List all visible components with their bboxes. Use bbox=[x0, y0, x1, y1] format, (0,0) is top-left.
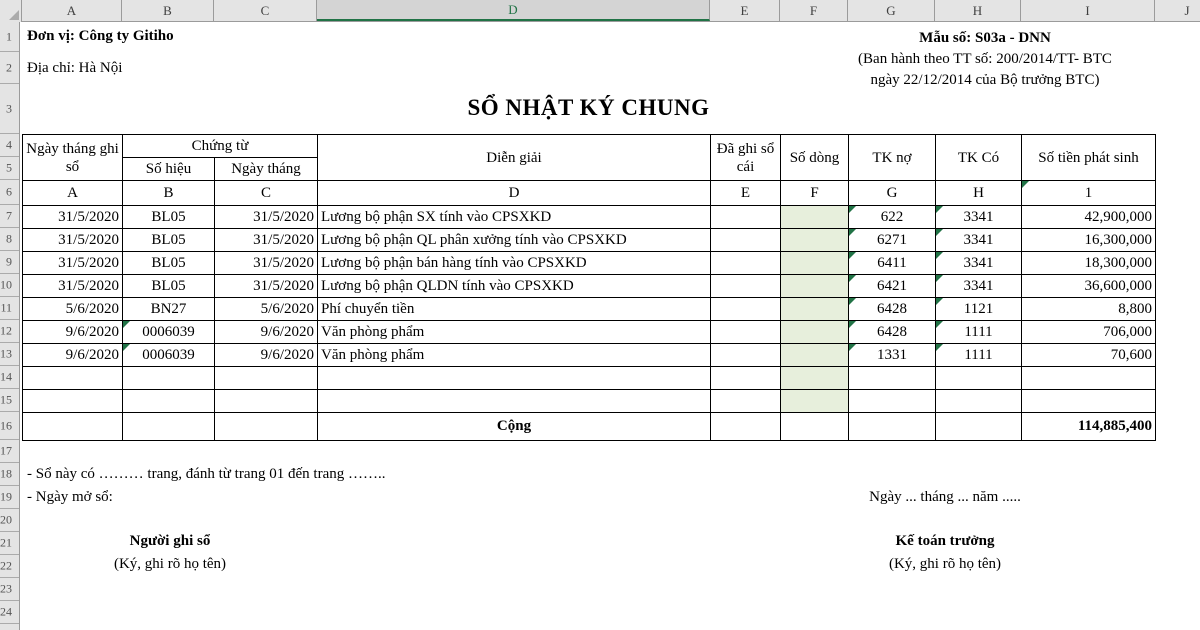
row-header-18[interactable]: 18 bbox=[0, 463, 19, 486]
cell-amount[interactable]: 706,000 bbox=[1022, 321, 1156, 344]
cell-line-no[interactable] bbox=[781, 367, 849, 390]
cell-flag-icon bbox=[849, 229, 856, 236]
row-header-21[interactable]: 21 bbox=[0, 532, 19, 555]
select-all-icon bbox=[9, 10, 19, 20]
cell-flag-icon bbox=[849, 344, 856, 351]
company-name[interactable]: Đơn vị: Công ty Gitiho bbox=[27, 28, 174, 44]
cell-doc-no[interactable]: BN27 bbox=[123, 298, 215, 321]
column-header-d-selected[interactable]: D bbox=[317, 0, 710, 21]
cell-line-no[interactable] bbox=[781, 275, 849, 298]
cell-date[interactable]: 31/5/2020 bbox=[23, 275, 123, 298]
page-title[interactable]: SỔ NHẬT KÝ CHUNG bbox=[467, 95, 710, 120]
cell-line-no[interactable] bbox=[781, 321, 849, 344]
row-header-7[interactable]: 7 bbox=[0, 205, 19, 228]
cell-doc-no[interactable]: 0006039 bbox=[123, 344, 215, 367]
cell-flag-icon bbox=[936, 275, 943, 282]
footer-open-date-line[interactable]: - Ngày mở sổ: bbox=[27, 489, 113, 505]
cell-doc-date[interactable] bbox=[215, 390, 318, 413]
cell-amount[interactable]: 16,300,000 bbox=[1022, 229, 1156, 252]
letter-cell[interactable]: C bbox=[215, 181, 318, 206]
header-doc[interactable]: Chứng từ bbox=[123, 135, 318, 158]
cell-line-no[interactable] bbox=[781, 390, 849, 413]
cell-date[interactable]: 31/5/2020 bbox=[23, 229, 123, 252]
form-number: Mẫu số: S03a - DNN bbox=[919, 30, 1051, 46]
cell-flag-icon bbox=[123, 321, 130, 328]
cell-desc[interactable]: Phí chuyển tiền bbox=[318, 298, 711, 321]
row-header-13[interactable]: 13 bbox=[0, 343, 19, 366]
cell-credit[interactable] bbox=[936, 367, 1022, 390]
cell-posted[interactable] bbox=[711, 298, 781, 321]
cell-flag-icon bbox=[849, 321, 856, 328]
cell-flag-icon bbox=[936, 321, 943, 328]
row-header-4[interactable]: 4 bbox=[0, 134, 19, 157]
cell-doc-no[interactable]: BL05 bbox=[123, 229, 215, 252]
header-doc-date[interactable]: Ngày tháng bbox=[215, 158, 318, 181]
cell-date[interactable]: 31/5/2020 bbox=[23, 206, 123, 229]
cell-doc-date[interactable]: 9/6/2020 bbox=[215, 321, 318, 344]
cell-desc[interactable]: Lương bộ phận SX tính vào CPSXKD bbox=[318, 206, 711, 229]
select-all-button[interactable] bbox=[0, 0, 22, 22]
sign-title-chief-accountant[interactable]: Kế toán trưởng bbox=[895, 533, 995, 549]
row-header-6[interactable]: 6 bbox=[0, 180, 19, 205]
cell-credit[interactable]: 3341 bbox=[936, 252, 1022, 275]
cell-flag-icon bbox=[936, 229, 943, 236]
row-header-5[interactable]: 5 bbox=[0, 157, 19, 180]
column-header-j[interactable]: J bbox=[1155, 0, 1200, 21]
cell-empty[interactable] bbox=[123, 413, 215, 441]
cell-doc-date[interactable]: 31/5/2020 bbox=[215, 206, 318, 229]
letter-cell[interactable]: E bbox=[711, 181, 781, 206]
header-line-no[interactable]: Số dòng bbox=[781, 135, 849, 181]
header-debit[interactable]: TK nợ bbox=[849, 135, 936, 181]
cell-date[interactable] bbox=[23, 367, 123, 390]
cell-posted[interactable] bbox=[711, 206, 781, 229]
cell-flag-icon bbox=[936, 298, 943, 305]
cell-doc-date[interactable]: 9/6/2020 bbox=[215, 344, 318, 367]
cell-posted[interactable] bbox=[711, 367, 781, 390]
row-header-2[interactable]: 2 bbox=[0, 52, 19, 84]
form-number-block[interactable] bbox=[770, 28, 1200, 91]
cell-date[interactable]: 5/6/2020 bbox=[23, 298, 123, 321]
cell-credit[interactable]: 1111 bbox=[936, 344, 1022, 367]
cell-line-no[interactable] bbox=[781, 229, 849, 252]
sign-title-bookkeeper[interactable]: Người ghi sổ bbox=[129, 533, 211, 549]
row-header-19[interactable]: 19 bbox=[0, 486, 19, 509]
cell-line-no[interactable] bbox=[781, 344, 849, 367]
cell-posted[interactable] bbox=[711, 252, 781, 275]
header-date[interactable]: Ngày tháng ghi sổ bbox=[23, 135, 123, 181]
cell-posted[interactable] bbox=[711, 321, 781, 344]
cell-flag-icon bbox=[936, 252, 943, 259]
cell-desc[interactable]: Lương bộ phận bán hàng tính vào CPSXKD bbox=[318, 252, 711, 275]
journal-table bbox=[22, 134, 1156, 441]
letter-cell[interactable]: F bbox=[781, 181, 849, 206]
column-header-strip bbox=[0, 0, 1200, 22]
letter-cell[interactable]: B bbox=[123, 181, 215, 206]
cell-debit[interactable]: 1331 bbox=[849, 344, 936, 367]
cell-debit[interactable] bbox=[849, 367, 936, 390]
cell-line-no[interactable] bbox=[781, 206, 849, 229]
row-header-3[interactable]: 3 bbox=[0, 84, 19, 134]
cell-date[interactable]: 31/5/2020 bbox=[23, 252, 123, 275]
cell-date[interactable]: 9/6/2020 bbox=[23, 321, 123, 344]
row-header-22[interactable]: 22 bbox=[0, 555, 19, 578]
cell-credit[interactable] bbox=[936, 390, 1022, 413]
company-address[interactable]: Địa chỉ: Hà Nội bbox=[27, 60, 123, 76]
cell-amount[interactable]: 18,300,000 bbox=[1022, 252, 1156, 275]
cell-amount[interactable]: 42,900,000 bbox=[1022, 206, 1156, 229]
cell-debit[interactable]: 6411 bbox=[849, 252, 936, 275]
cell-posted[interactable] bbox=[711, 390, 781, 413]
row-header-12[interactable]: 12 bbox=[0, 320, 19, 343]
cell-doc-date[interactable]: 31/5/2020 bbox=[215, 275, 318, 298]
header-credit[interactable]: TK Có bbox=[936, 135, 1022, 181]
cell-doc-date[interactable]: 31/5/2020 bbox=[215, 229, 318, 252]
cell-posted[interactable] bbox=[711, 344, 781, 367]
cell-doc-date[interactable] bbox=[215, 367, 318, 390]
cell-doc-no[interactable]: BL05 bbox=[123, 275, 215, 298]
footer-date-line[interactable]: Ngày ... tháng ... năm ..... bbox=[869, 489, 1021, 505]
cell-flag-icon bbox=[849, 252, 856, 259]
cell-desc[interactable]: Văn phòng phẩm bbox=[318, 321, 711, 344]
cell-desc[interactable]: Lương bộ phận QL phân xưởng tính vào CPSXKD bbox=[318, 229, 711, 252]
row-header-14[interactable]: 14 bbox=[0, 366, 19, 389]
cell-amount[interactable]: 8,800 bbox=[1022, 298, 1156, 321]
form-issued-line-1: (Ban hành theo TT số: 200/2014/TT- BTC bbox=[858, 51, 1112, 67]
cell-credit[interactable]: 1111 bbox=[936, 321, 1022, 344]
header-amount[interactable]: Số tiền phát sinh bbox=[1022, 135, 1156, 181]
cell-doc-no[interactable] bbox=[123, 390, 215, 413]
cell-desc[interactable]: Lương bộ phận QLDN tính vào CPSXKD bbox=[318, 275, 711, 298]
letter-cell[interactable]: H bbox=[936, 181, 1022, 206]
column-header-b[interactable]: B bbox=[122, 0, 214, 21]
cell-credit[interactable]: 3341 bbox=[936, 275, 1022, 298]
cell-line-no[interactable] bbox=[781, 298, 849, 321]
row-header-23[interactable]: 23 bbox=[0, 578, 19, 601]
column-header-i[interactable]: I bbox=[1021, 0, 1155, 21]
cell-posted[interactable] bbox=[711, 275, 781, 298]
cell-flag-icon bbox=[849, 206, 856, 213]
cell-debit[interactable]: 6421 bbox=[849, 275, 936, 298]
column-header-g[interactable]: G bbox=[848, 0, 935, 21]
cell-doc-date[interactable]: 5/6/2020 bbox=[215, 298, 318, 321]
cell-posted[interactable] bbox=[711, 229, 781, 252]
cell-debit[interactable] bbox=[849, 390, 936, 413]
cell-amount[interactable] bbox=[1022, 367, 1156, 390]
column-header-h[interactable]: H bbox=[935, 0, 1021, 21]
sign-note-bookkeeper[interactable]: (Ký, ghi rõ họ tên) bbox=[113, 556, 227, 572]
column-header-c[interactable]: C bbox=[214, 0, 317, 21]
cell-total-label[interactable]: Cộng bbox=[318, 413, 711, 441]
cell-total-amount[interactable]: 114,885,400 bbox=[1022, 413, 1156, 441]
row-header-20[interactable]: 20 bbox=[0, 509, 19, 532]
cell-doc-no[interactable]: BL05 bbox=[123, 206, 215, 229]
row-header-8[interactable]: 8 bbox=[0, 228, 19, 251]
cell-flag-icon bbox=[849, 275, 856, 282]
cell-empty[interactable] bbox=[711, 413, 781, 441]
cell-debit[interactable]: 6428 bbox=[849, 321, 936, 344]
header-doc-no[interactable]: Số hiệu bbox=[123, 158, 215, 181]
cell-flag-icon bbox=[1022, 181, 1029, 188]
cell-date[interactable] bbox=[23, 390, 123, 413]
header-posted[interactable]: Đã ghi sổ cái bbox=[711, 135, 781, 181]
cell-desc[interactable] bbox=[318, 390, 711, 413]
cell-doc-no[interactable] bbox=[123, 367, 215, 390]
letter-cell[interactable]: G bbox=[849, 181, 936, 206]
cell-desc[interactable]: Văn phòng phẩm bbox=[318, 344, 711, 367]
cell-amount[interactable] bbox=[1022, 390, 1156, 413]
cell-amount[interactable]: 70,600 bbox=[1022, 344, 1156, 367]
row-header-10[interactable]: 10 bbox=[0, 274, 19, 297]
cell-empty[interactable] bbox=[781, 413, 849, 441]
cell-debit[interactable]: 6428 bbox=[849, 298, 936, 321]
row-header-1[interactable]: 1 bbox=[0, 22, 19, 52]
row-header-11[interactable]: 11 bbox=[0, 297, 19, 320]
cell-flag-icon bbox=[123, 344, 130, 351]
cell-line-no[interactable] bbox=[781, 252, 849, 275]
row-header-16[interactable]: 16 bbox=[0, 412, 19, 440]
footer-pages-line[interactable]: - Sổ này có ……… trang, đánh từ trang 01 đến trang …….. bbox=[27, 466, 386, 482]
row-header-gutter bbox=[0, 22, 20, 630]
row-header-24[interactable]: 24 bbox=[0, 601, 19, 624]
letter-cell[interactable]: D bbox=[318, 181, 711, 206]
cell-doc-date[interactable]: 31/5/2020 bbox=[215, 252, 318, 275]
row-header-15[interactable]: 15 bbox=[0, 389, 19, 412]
cell-debit[interactable]: 6271 bbox=[849, 229, 936, 252]
header-desc[interactable]: Diễn giải bbox=[318, 135, 711, 181]
cell-flag-icon bbox=[936, 344, 943, 351]
column-header-f[interactable]: F bbox=[780, 0, 848, 21]
cell-desc[interactable] bbox=[318, 367, 711, 390]
cell-amount[interactable]: 36,600,000 bbox=[1022, 275, 1156, 298]
cell-credit[interactable]: 3341 bbox=[936, 229, 1022, 252]
cell-empty[interactable] bbox=[215, 413, 318, 441]
cell-flag-icon bbox=[849, 298, 856, 305]
form-issued-line-2: ngày 22/12/2014 của Bộ trưởng BTC) bbox=[870, 72, 1100, 88]
cell-flag-icon bbox=[936, 206, 943, 213]
letter-cell[interactable]: 1 bbox=[1022, 181, 1156, 206]
cell-credit[interactable]: 1121 bbox=[936, 298, 1022, 321]
sign-note-chief-accountant[interactable]: (Ký, ghi rõ họ tên) bbox=[888, 556, 1002, 572]
cell-doc-no[interactable]: BL05 bbox=[123, 252, 215, 275]
row-header-9[interactable]: 9 bbox=[0, 251, 19, 274]
cell-date[interactable]: 9/6/2020 bbox=[23, 344, 123, 367]
row-header-17[interactable]: 17 bbox=[0, 440, 19, 463]
letter-cell[interactable]: A bbox=[23, 181, 123, 206]
column-header-a[interactable]: A bbox=[22, 0, 122, 21]
column-header-e[interactable]: E bbox=[710, 0, 780, 21]
cell-empty[interactable] bbox=[23, 413, 123, 441]
cell-empty[interactable] bbox=[936, 413, 1022, 441]
cell-doc-no[interactable]: 0006039 bbox=[123, 321, 215, 344]
cell-debit[interactable]: 622 bbox=[849, 206, 936, 229]
cell-empty[interactable] bbox=[849, 413, 936, 441]
cell-credit[interactable]: 3341 bbox=[936, 206, 1022, 229]
